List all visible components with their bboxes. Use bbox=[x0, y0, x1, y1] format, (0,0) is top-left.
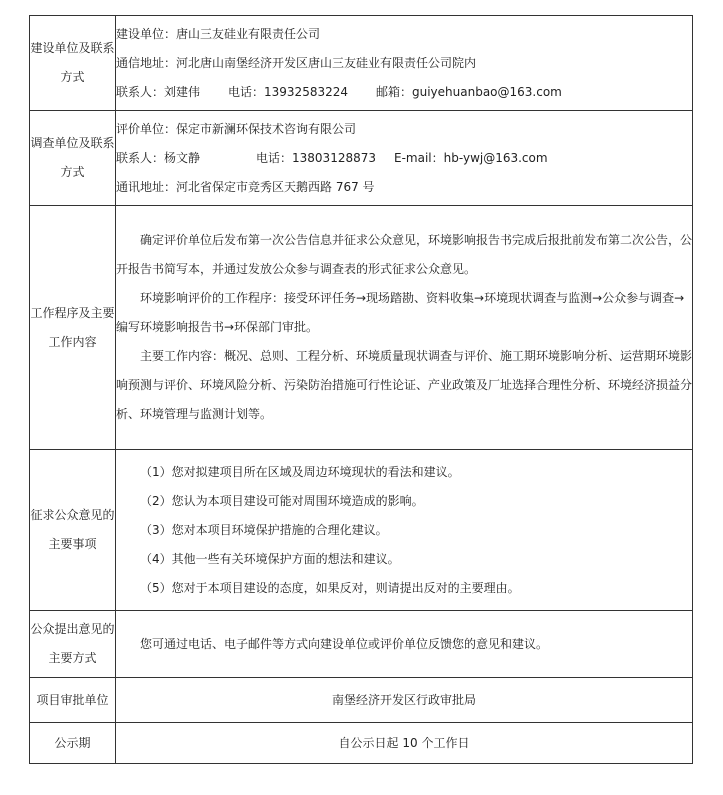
builder-contact: 联系人：刘建伟 bbox=[116, 84, 201, 99]
opinions-content bbox=[116, 450, 693, 611]
procedure-paragraph-2: 环境影响评价的工作程序：接受环评任务→现场踏勘、资料收集→环境现状调查与监测→公众参与调查→编写环境影响报告书→环保部门审批。 bbox=[116, 291, 685, 334]
opinion-item: （1）您对拟建项目所在区域及周边环境现状的看法和建议。 bbox=[140, 464, 460, 479]
label-builder: 建设单位及联系方式 bbox=[30, 16, 116, 111]
opinion-item: （5）您对于本项目建设的态度，如果反对，则请提出反对的主要理由。 bbox=[140, 580, 520, 595]
opinion-item: （3）您对本项目环境保护措施的合理化建议。 bbox=[140, 522, 388, 537]
row-assessor bbox=[30, 111, 693, 206]
row-builder bbox=[30, 16, 693, 111]
assessor-content bbox=[116, 111, 693, 206]
row-procedure bbox=[30, 206, 693, 450]
row-approval bbox=[30, 678, 693, 723]
procedure-content bbox=[116, 206, 693, 450]
builder-email: 邮箱：guiyehuanbao@163.com bbox=[376, 84, 562, 99]
opinion-item: （4）其他一些有关环境保护方面的想法和建议。 bbox=[140, 551, 400, 566]
assessor-contact: 联系人：杨文静 bbox=[116, 150, 201, 165]
builder-contact-line bbox=[116, 78, 692, 107]
label-period: 公示期 bbox=[30, 723, 116, 764]
builder-address: 通信地址：河北唐山南堡经济开发区唐山三友硅业有限责任公司院内 bbox=[116, 55, 477, 70]
opinion-item: （2）您认为本项目建设可能对周围环境造成的影响。 bbox=[140, 493, 424, 508]
label-assessor: 调查单位及联系方式 bbox=[30, 111, 116, 206]
assessor-email: E-mail：hb-ywj@163.com bbox=[394, 150, 548, 165]
label-procedure: 工作程序及主要工作内容 bbox=[30, 206, 116, 450]
method-content bbox=[116, 611, 693, 678]
assessor-contact-line bbox=[116, 144, 692, 173]
period-text: 自公示日起 10 个工作日 bbox=[116, 723, 693, 764]
row-method bbox=[30, 611, 693, 678]
notice-table bbox=[29, 15, 693, 764]
method-text: 您可通过电话、电子邮件等方式向建设单位或评价单位反馈您的意见和建议。 bbox=[140, 636, 549, 651]
label-method: 公众提出意见的主要方式 bbox=[30, 611, 116, 678]
row-period bbox=[30, 723, 693, 764]
builder-content bbox=[116, 16, 693, 111]
builder-phone: 电话：13932583224 bbox=[228, 84, 348, 99]
row-opinions bbox=[30, 450, 693, 611]
assessor-unit: 评价单位：保定市新澜环保技术咨询有限公司 bbox=[116, 121, 357, 136]
procedure-paragraph-1: 确定评价单位后发布第一次公告信息并征求公众意见，环境影响报告书完成后报批前发布第二次公告，公开报告书简写本，并通过发放公众参与调查表的形式征求公众意见。 bbox=[116, 233, 693, 276]
assessor-phone: 电话：13803128873 bbox=[256, 150, 376, 165]
procedure-paragraph-3: 主要工作内容：概况、总则、工程分析、环境质量现状调查与评价、施工期环境影响分析、运营期环境影响预测与评价、环境风险分析、污染防治措施可行性论证、产业政策及厂址选择合理性分析、环境经济损益分析、环境管理与监测计划等。 bbox=[116, 349, 693, 421]
assessor-address: 通讯地址：河北省保定市竞秀区天鹅西路 767 号 bbox=[116, 179, 375, 194]
label-approval: 项目审批单位 bbox=[30, 678, 116, 723]
label-opinions: 征求公众意见的主要事项 bbox=[30, 450, 116, 611]
builder-unit: 建设单位：唐山三友硅业有限责任公司 bbox=[116, 26, 321, 41]
approval-text: 南堡经济开发区行政审批局 bbox=[116, 678, 693, 723]
